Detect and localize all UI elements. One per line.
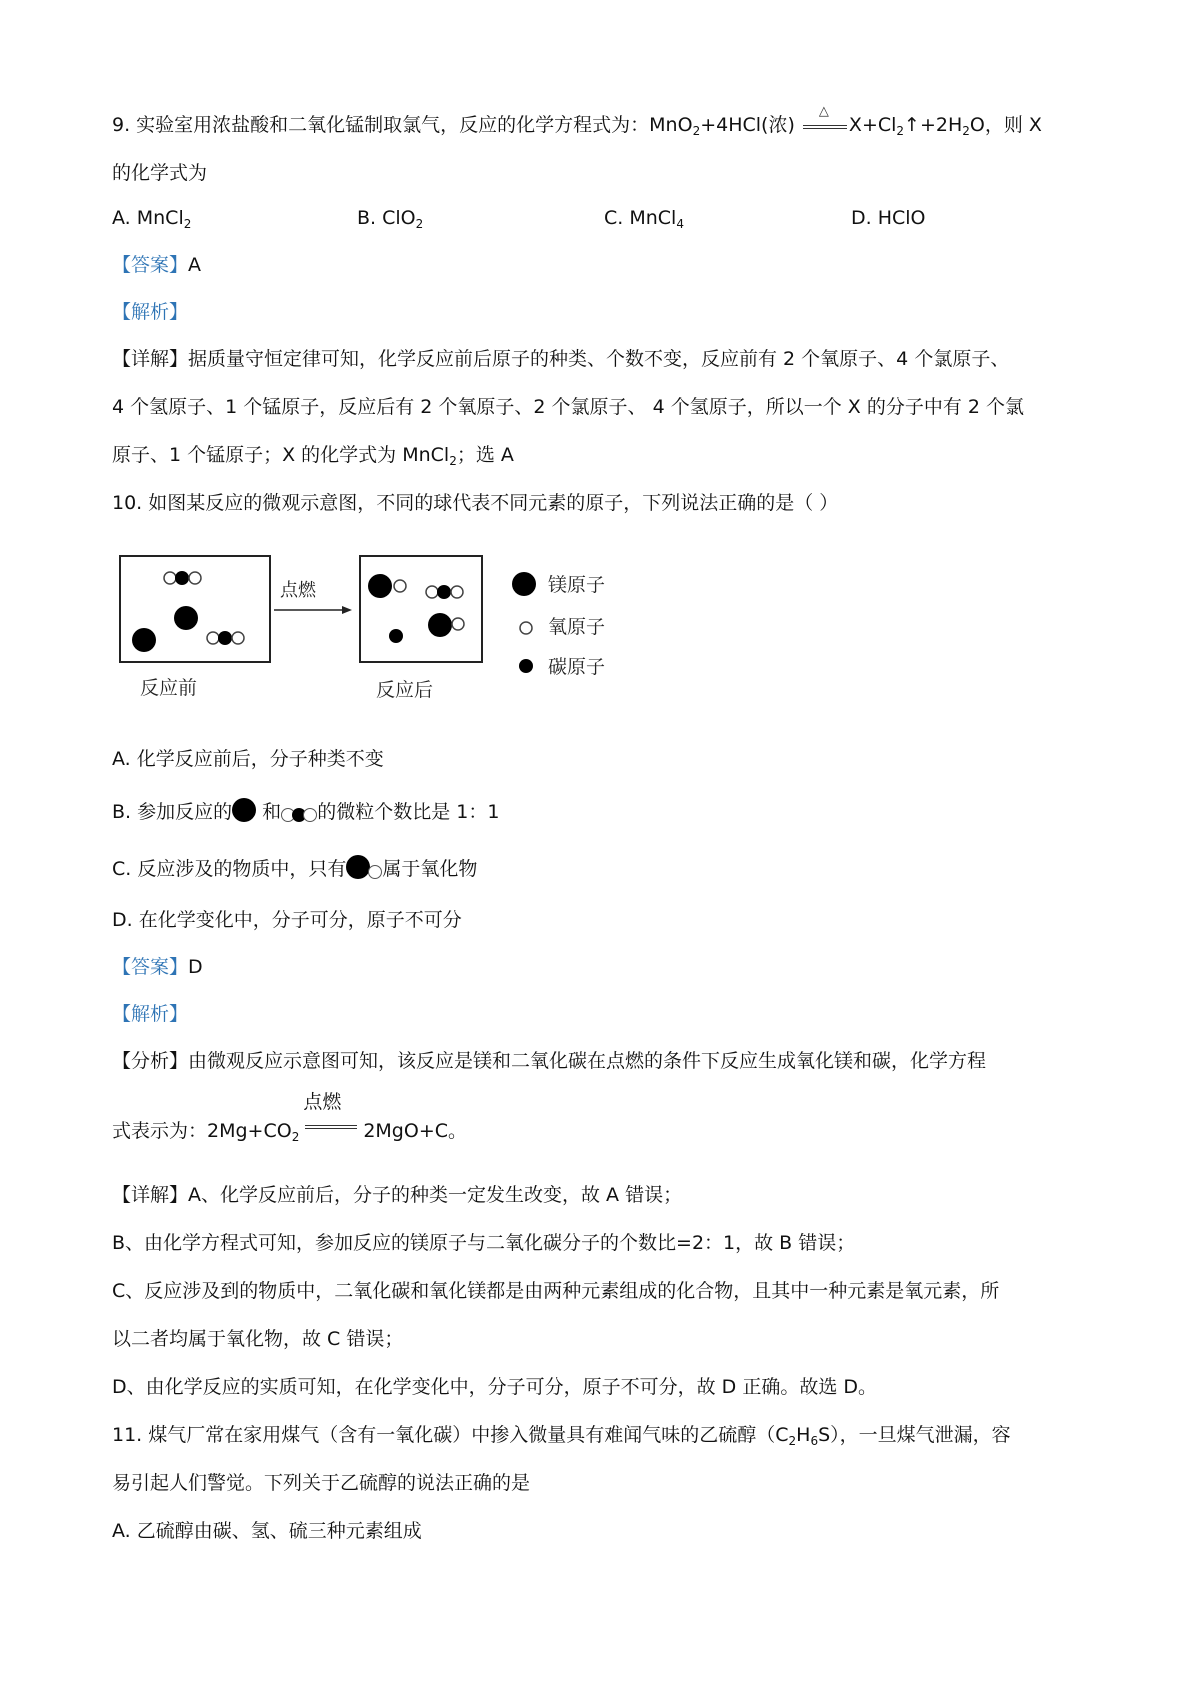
q10-detail-c1: C、反应涉及到的物质中，二氧化碳和氧化镁都是由两种元素组成的化合物，且其中一种元素是氧元素，所 <box>112 1280 1000 1302</box>
q9-sub: 2 <box>692 124 701 138</box>
oxygen-atom <box>426 586 438 598</box>
q9-sub: 2 <box>962 124 970 138</box>
legend-carbon-icon <box>519 659 533 673</box>
q10-detail-b: B、由化学方程式可知，参加反应的镁原子与二氧化碳分子的个数比=2：1，故 B 错误； <box>112 1232 856 1254</box>
heating-symbol: △ <box>818 104 829 119</box>
q9-answer <box>112 252 201 278</box>
q9-text: X+Cl <box>848 114 897 136</box>
q9-text: +4HCl(浓) <box>700 114 795 136</box>
after-box <box>360 556 482 662</box>
q10-stem: 10. 如图某反应的微观示意图，不同的球代表不同元素的原子，下列说法正确的是（ ） <box>112 492 839 514</box>
magnesium-atom <box>132 628 156 652</box>
q10-analysis-line1: 【分析】由微观反应示意图可知，该反应是镁和二氧化碳在点燃的条件下反应生成氧化镁和碳，化学方程 <box>112 1050 987 1072</box>
q11-option-a: A. 乙硫醇由碳、氢、硫三种元素组成 <box>112 1520 422 1542</box>
magnesium-atom <box>368 574 392 598</box>
after-label: 反应后 <box>376 679 434 701</box>
q10-analysis-equation: 式表示为：$2Mg+CO_2$ 点燃 2MgO+C。 <box>112 1091 468 1144</box>
q10-option-c: C. 反应涉及的物质中，只有 属于氧化物 <box>112 855 477 882</box>
carbon-atom <box>175 571 189 585</box>
legend-oxygen: 氧原子 <box>548 616 606 638</box>
oxygen-atom <box>189 572 201 584</box>
q11-stem-line2: 易引起人们警觉。下列关于乙硫醇的说法正确的是 <box>112 1472 531 1494</box>
q10-option-b: B. 参加反应的 和 的微粒个数比是 1：1 <box>112 798 499 825</box>
q9-option-b: B. ClO$_2$ <box>357 207 424 231</box>
magnesium-atom-icon <box>232 798 256 822</box>
magnesium-atom-icon <box>346 855 370 879</box>
q9-option-d: D. HClO <box>851 207 926 229</box>
legend-oxygen-icon <box>520 622 532 634</box>
q9-stem-line1 <box>112 104 1042 138</box>
q11-stem-line1: 11. 煤气厂常在家用煤气（含有一氧化碳）中掺入微量具有难闻气味的乙硫醇$(C_2H_6S)$，一旦煤气泄漏，容 <box>112 1424 1011 1448</box>
arrow-head <box>342 606 352 614</box>
q10-answer: 【答案】D <box>112 956 203 978</box>
carbon-atom <box>218 631 232 645</box>
q9-text: 9. 实验室用浓盐酸和二氧化锰制取氯气，反应的化学方程式为：MnO <box>112 114 693 136</box>
q9-detail-line3: 原子、1 个锰原子；X 的化学式为 MnCl$_2$；选 A <box>112 444 514 468</box>
oxygen-atom-icon <box>368 865 382 879</box>
q10-detail-c2: 以二者均属于氧化物，故 C 错误； <box>112 1328 404 1350</box>
magnesium-atom <box>174 606 198 630</box>
q9-stem-line2: 的化学式为 <box>112 162 208 184</box>
before-label: 反应前 <box>140 677 198 699</box>
q10-option-a: A. 化学反应前后，分子种类不变 <box>112 748 384 770</box>
q9-text: O，则 X <box>969 114 1042 136</box>
q10-detail-d: D、由化学反应的实质可知，在化学变化中，分子可分，原子不可分，故 D 正确。故选 D。 <box>112 1376 878 1398</box>
oxygen-atom <box>164 572 176 584</box>
oxygen-atom <box>451 586 463 598</box>
legend-magnesium-icon <box>512 572 536 596</box>
answer-value: A <box>188 254 202 276</box>
legend-carbon: 碳原子 <box>548 656 606 678</box>
q10-detail-a: 【详解】A、化学反应前后，分子的种类一定发生改变，故 A 错误； <box>112 1184 683 1206</box>
reaction-equals-sign <box>801 104 849 133</box>
legend-magnesium: 镁原子 <box>548 574 606 596</box>
reaction-equals-sign: 点燃 <box>303 1118 359 1140</box>
q9-option-a: A. MnCl$_2$ <box>112 207 192 231</box>
q9-sub: 2 <box>896 124 905 138</box>
magnesium-atom <box>428 613 452 637</box>
q10-option-d: D. 在化学变化中，分子可分，原子不可分 <box>112 909 462 931</box>
answer-tag: 【答案】 <box>112 254 189 276</box>
q9-detail-line2: 4 个氢原子、1 个锰原子，反应后有 2 个氧原子、2 个氯原子、 4 个氢原子，所以一个 X 的分子中有 2 个氯 <box>112 396 1024 418</box>
oxygen-atom <box>452 618 464 630</box>
carbon-atom <box>389 629 403 643</box>
detail-tag: 【详解】 <box>112 348 189 370</box>
oxygen-atom <box>394 580 406 592</box>
q9-detail-text: 据质量守恒定律可知，化学反应前后原子的种类、个数不变，反应前有 2 个氧原子、4 个氯原子、 <box>188 348 1010 370</box>
q9-option-c: C. MnCl$_4$ <box>604 207 684 231</box>
q9-analysis-tag: 【解析】 <box>112 301 189 323</box>
arrow-label: 点燃 <box>280 580 316 601</box>
q9-detail-line1 <box>112 346 1009 372</box>
oxygen-atom-icon <box>303 808 317 822</box>
oxygen-atom <box>207 632 219 644</box>
carbon-atom <box>437 585 451 599</box>
q9-text: ↑+2H <box>904 114 963 136</box>
q10-analysis-tag: 【解析】 <box>112 1003 189 1025</box>
reaction-micro-diagram <box>112 548 672 716</box>
oxygen-atom <box>232 632 244 644</box>
